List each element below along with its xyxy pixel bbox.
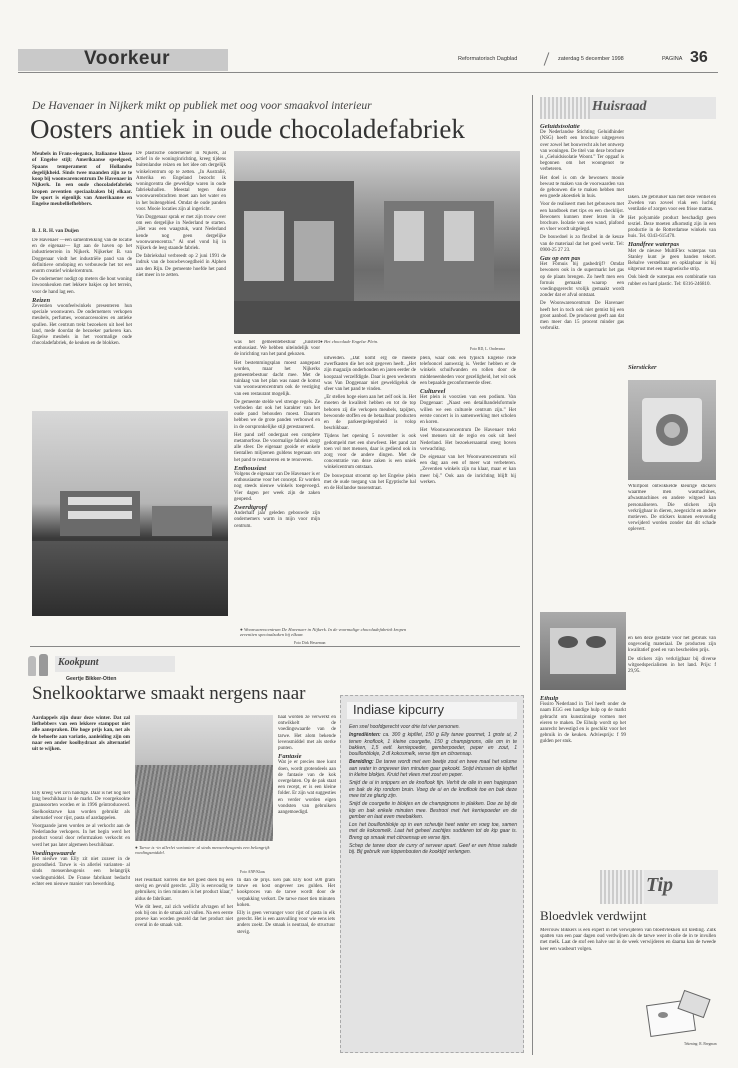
section-title: Voorkeur [84, 48, 171, 69]
huisraad-column-2c: Whirlpool ontwikkelde kleurige stickers waarmee men wasmachines, afwasmachines en andere witgoed kan personaliseren. Die stickers zijn verkrijgbaar in dieren, zeegezicht en andere motieven. De stickers kunnen eenvoudig verwijderd worden zonder dat dit schade oplevert. [628, 484, 716, 533]
main-photo-exterior [32, 411, 228, 616]
kookpunt-byline: Geertje Bikker-Otten [66, 676, 117, 682]
header-slash [544, 52, 550, 65]
main-lead [32, 151, 132, 208]
head-fantasie: Fantasie [278, 753, 302, 761]
photo-2-bullet: ● [240, 627, 244, 632]
main-headline: Oosters antiek in oude chocoladefabriek [30, 114, 465, 144]
tip-headline: Bloedvlek verdwijnt [540, 908, 647, 923]
head-gas: Gas op een pas [540, 255, 581, 263]
siersticker-photo [628, 380, 716, 480]
recipe-preparation-label: Bereiding: [349, 759, 374, 766]
kookpunt-headline: Snelkooktarwe smaakt nergens naar [32, 683, 306, 704]
kookpunt-column-2: haal worden ze verwerkt en ontwikkelt de voedingswaarde van de tarwe. Het alom bekende levensmiddel met als sterke punten. Fantasie Wat je er precies mee kunt doen, wordt grotendeels aan de fantasie van de kok overgelaten. Op de pak staat een recept, er is een kleine folder. Er zijn wat suggesties en verder worden eigen vondsten van gebruikers aangemoedigd. [278, 715, 336, 816]
wheat-photo [135, 715, 273, 841]
wheat-credit: Foto ANP/Klaas [240, 870, 265, 874]
main-column-3: was het gemeentebestuur „luisterd enthousiast. We hebben uiteindelijk voor de inrichting van het pand gekozen. Het bestemmingsplan moest aangepast worden, maar het Nijkerks gemeentebestuur dacht mee. Met de tuinlaag van het plan was naast de komst van woonwarencentrum ook de vestiging van een restaurant mogelijk. De gemeente stelde wel strenge regels. Ze verboden dat ook het karakter van het oude pand behouden moest. Daarom hebben we de grote panden verbouwd en in de oorspronkelijke stijl gerestaureerd. Het pand zelf ondergaat een complete metamorfose. De voormalige fabriek zorgt alle sfeer. De eigenaar gooide er enkele tientallen miljoenen guldens tegenaan om het pand te restaureren en te renoveren. Enthousiast Volgens de eigenaar van De Havenaer is er enthousiasme voor het concept. Er worden nog steeds nieuwe winkels toegevoegd. Vier dagen per week zijn de zaken geopend. Zwerdtgropf Anderhalf jaar geleden gebouwde zijn ondernemers warm in mijn voor mijn centrum. [234, 340, 320, 529]
head-voedingswaarde: Voedingswaarde [32, 849, 76, 857]
huisraad-column-4: en ken deze gestalte voor het gebruik van ongevoelig materiaal. De producten zijn kwalitatief goed en van bescheiden prijs. De stickers zijn verkrijgbaar bij diverse witgoedspecialisten in het land. Prijs: f 29,95. [628, 636, 716, 675]
page-label: PAGINA [662, 56, 683, 62]
tip-body: Mevrouw Bikkers is een expert in het verwijderen van bloedvlekken uit kleding. Zulk spatten van een paar dagen oud verdwijnen als de tarwe weer in olie de in te invullen met melk. Laat de stof een halve uur in de week verwijderen en daarna kan de tweede keer een wasbeurt volgen. [540, 928, 716, 952]
head-siersticker: Siersticker [628, 364, 657, 371]
tip-label: Tip [646, 874, 674, 896]
main-kicker: De Havenaer in Nijkerk mikt op publiek met oog voor smaakvol interieur [32, 99, 372, 112]
recipe-body: Een snel hoofdgerecht voor drie tot vier personen. Ingrediënten: ca. 300 g kipfilet, 150 g Elly tarwe gourmet, 1 grote ui, 2 tenen knoflook, 1 kleine courgette, 150 g champignons, olie om in te bakken, 1,5 eetl. kerriepoeder, gemberpoeder, peper en zout, 1 bouillonblokje, 2 dl kokosmelk, verse tijm en citroensap. Bereiding: De tarwe wordt met een beetje zout en twee maal het volume aan water in ongeveer tien minuten gaar gekookt. Snijd intussen de kipfilet in kleine blokjes. Kruid het vlees met zout en peper. Snijd de ui in snippers en de knoflook fijn. Verhit de olie in een hapjespan en bak de kip rondom bruin. Voeg de ui en de knoflook toe en bak deze mee tot ze glazig zijn. Snijd de courgette in blokjes en de champignons in plakken. Doe ze bij de kip en bak enkele minuten mee. Bestrooi met het kerriepoeder en de gember en laat even meebakken. Los het bouillonblokje op in een scheutje heet water en voeg toe, samen met de kokosmelk. Laat het geheel zachtjes sudderen tot de kip gaar is. Breng op smaak met citroensap en verse tijm. Schep de tarwe door de curry of serveer apart. Geef er een frisse salade bij. Bij gebruik van kippenbouten de kooktijd verlengen. [349, 724, 517, 856]
main-lead-text: Meubels in Frans-eiegance, Italiaanse klasse of Engelse stijl; Amerikaanse speelgoed, Spaans temperament of Hollandse degelijkheid. Sinds twee maanden zijn ze te koop bij woonwarencentrum De Havenaer in Nijkerk. In een oude chocoladefabriek kropen zeventien speciaalzaken bij elkaar. De sport is eigenlijk van Amerikaanse en Engelse meubelliefhebbers. [32, 151, 132, 208]
tip-bars [600, 870, 644, 904]
huisraad-column-2: laken. De gebruiker kan met deze ventiel en Zweden van zoveel vlak een luchtig ventilatie of zorgen voor een frisse matras. Het polyamide product beschadigt geen textiel. Deze moeten afkomstig zijn in een productie in de Rotterdamse winkels van huis. Tel. 0343-615470. Handfree waterpas Met de nieuwe MultiFlex waterpas van Stanley kunt je geen handen tekort. Behalve verstelbaar en opklapbaar is hij uitgerust met een magnetische strip. Ook biedt de waterpas een combinatie van rubber en hard plastic. Tel: 0316-246810. [628, 195, 716, 287]
kookpunt-column-4: In dan de prijs. Een pak Elly kost 500 gram tarwe en kost ongeveer zes gulden. Het kookproces van de tarwe wordt door de verpakking verkort. De tarwe moet tien minuten koken. Elly is geen vervanger voor rijst of pasta in elk gerecht. Het is een aanvulling voor wie eens iets anders zoekt. De smaak is neutraal, de structuur stevig. [237, 878, 335, 935]
huisraad-column-3: Eihulp Fissiro Nederland in Tiel heeft onder de naam EGG een handige hulp op de markt gebracht om kunstzinnige vormen met eieren te maken. De Eihulp wordt op het aanrecht bevestigd en is geschikt voor het gebruik in de keuken. Adviesprijs: f 99 gulden per stuk. [540, 696, 626, 745]
recipe-intro: Een snel hoofdgerecht voor drie tot vier personen. [349, 724, 460, 730]
kookpunt-lead-text: Aardappels zijn duur deze winter. Dat zal liefhebbers van een lekkere stamppot niet alle aanspraken. Die hoge prijs kan, net als de behoefte aan variatie, aanleiding zijn om naar een ander koolhydraat als alternatief uit te wijken. [32, 715, 130, 753]
huisraad-column-1: Geluidsisolatie De Nederlandse Stichting Geluidhinder (NSG) heeft een brochure uitgegeven over zowel het bouwrecht als het ontwerp van woningen. De titel van deze brochure is „Geluidsisolatie Woont.” Ter opgaaf is begonnen om het woongenot te verbeteren. Het doel is om de bewoners mooie bewust te maken van de voorwaarden van de gebouwen die te maken hebben met een goede akoestiek in huis. Voor de realiseert men het gebouwen met een handboek met tips en een checklijst. Bewoners kunnen meer lezen in de brochure. Isolatie van een wand, plafond en vloer wordt uitgelegd. De bouwdoel is zo flexibel in de keuze van de materiaal dat het goed werkt. Tel: 0900-25 27 23. Gas op een pas Het Fornuis bij gasbedrijf? Omdat bewoners ook in de supermarkt het gas op de plaats brengen. Zo heeft men een fornuis gemaakt waarop een voedingsgerecht vrolijk gemaakt wordt zonder dat er afval ontstaat. De Woonwarencentrum De Havenaer heeft het in toch ook niet gemist bij een groot aanbod. De producent geeft aan dat men meer dan 15 procent minder gas verbruikt. [540, 124, 624, 332]
head-zwerdtgropf: Zwerdtgropf [234, 504, 268, 512]
head-enthousiast: Enthousiast [234, 464, 267, 472]
tip-banner [600, 870, 718, 904]
kookpunt-column-1: Elly kreeg wel zo'n handige. Daar is het nog niet lang beschikbaar in de markt. De voorgekookte graansoorten worden er in 1996 geïntroduceerd. Snelkooktarwe kan worden gebruikt als alternatief voor rijst, pasta of aardappelen. Voorgaande jaren worden ze al verkocht aan de Nederlandse verkopers. In het begin werd het product vooral door reformzaken verkocht en werd het pas later algemeen beschikbaar. Voedingswaarde Het nieuwe van Elly zit niet zozeer in de gezondheid. Tarwe is -in allerlei varianten- al sinds mensenheugenis een belangrijk voedingsmiddel. De Franse fabrikant bedacht echter een nieuwe manier van bewerking. [32, 791, 130, 887]
main-column-1: De Havenaer —een samentrekking van de locatie en de eigenaar— ligt aan de haven op het industrieterrein in Nijkerk. Nijkerker B. van Doggenaar vindt het industriële pand van de definitieve omdoping en verbouwde het tot een enorm creatief winkelcentrum. De ondernemer nodigt op meters die hout woning inwoonkeuken met lekkere bakjes op het terrein, voor de hand lag een. Reizen Zeventien woonfeelwinkels presenteren hun speciale woonwaren. De ondernemers verkopen meubels, perfumes, woonaccessoires en antieke spullen. Het centrum trekt bezoekers uit heel het land, mede doordat de bezoeker parkeren kan. Engelse meubels in het voormalige oude chocoladefabriek, de keuken en de blokken. [32, 238, 132, 347]
recipe-box [340, 695, 524, 1053]
divider-sidebar [532, 95, 533, 1055]
header-date: zaterdag 5 december 1998 [558, 56, 624, 62]
main-column-2: De plastische ondernemer in Nijkerk, al actief in de woninginrichting, kreeg tijdens buitenlandse reizen en het idee om dergelijk winkelcentrum op te zetten. „In Australië, Amerika en Engeland bezocht ik woningcentra die geweldige waren in oude fabriekshallen. Meestal tegen deze woonwarenbrachten moet aan het water en in het buitengebied. Omdat de oude panden voor. Mooie locaties zijn al ingericht. Van Doggenaar sprak er met zijn trouw over om een dergelijke in Nederland te starten. „Het was een waagstuk, want Nederland kende nog geen dergelijke woonwarencentra.” Al snel vond hij in Nijkerk de leeg staande fabriek. De fabriekshal verbreedt op 2 juni 1991 de indruk van de bouwbevoegdheid in Alphen aan den Rijn. De gemeente hoefde het pand niet meer in te zetten. [136, 151, 226, 278]
kookpunt-icon [26, 650, 52, 680]
main-column-5: plein, waar ook een typisch Engelse rode telefooncel aanwezig is. Verder hebben er de winkels schuifwanden en rollen door de middeneenheden voor gezelligheid, het wit ook een bepaalde geconformeerde sfeer. Cultureel Het plein is voorzien van een podium. Van Doggenaar: „Naast een detailhandelsformule willen we een culturele centrum zijn.” Het eerste concert is in samenwerking met scholen en koren. Het Woonwarencentrum De Havenaer trekt veel mensen uit de regio en ook uit heel Nederland. Het bezoekersaantal steeg boven verwachting. De eigenaar van het Woonwarencentrum wil een dag aan een of meer wat verbeteren. „Zeventien winkels zijn nu klaar, maar er kan meer bij.” Ook aan de inrichting blijft hij werken. [420, 356, 516, 485]
huisraad-bars [540, 97, 590, 119]
tip-illustration [640, 990, 716, 1046]
divider-main-bottom [30, 646, 520, 647]
main-photo-interior [234, 151, 520, 334]
head-geluidsisolatie: Geluidsisolatie [540, 124, 580, 130]
photo-1-bullet: ● [320, 339, 324, 344]
head-cultureel: Cultureel [420, 388, 446, 396]
huisraad-banner [540, 97, 716, 119]
header-rule [18, 72, 718, 73]
kookpunt-lead [32, 715, 130, 752]
head-waterpas: Handfree waterpas [628, 241, 680, 249]
page-number: 36 [690, 49, 708, 66]
huisraad-label: Huisraad [592, 99, 647, 114]
photo-1-caption [320, 339, 520, 344]
head-eihulp: Eihulp [540, 696, 559, 702]
photo-1-credit: Foto RD, L. Ondersma [470, 347, 505, 351]
wheat-caption-bullet: ● [135, 845, 139, 850]
recipe-ingredients-label: Ingrediënten: [349, 732, 381, 739]
kookpunt-label: Kookpunt [58, 657, 99, 668]
wheat-caption [135, 845, 273, 856]
main-byline: B. J. R. H. van Duijen [32, 229, 79, 234]
photo-2-caption [240, 627, 420, 638]
photo-1-caption-text: Het chocolade Engelse Plein. [323, 339, 379, 344]
recipe-title: Indiase kipcurry [353, 702, 445, 717]
huisraad-column-2b [628, 365, 716, 371]
photo-2-credit: Foto Dirk Hesseman [294, 641, 326, 645]
tip-credit: Tekening: R. Bregman [684, 1042, 717, 1046]
main-column-4: uitweiden. „Dat komt erg de meeste zwerfkasten die het ooit gegeven heeft. „Het zijn magazijn onderhouden en jaren eerder de koopzaal verzelfdigde. Daar is geen wederom was Van Doggenaar niet geweldigeluk de sfeer van het pand te vinden. „Er stellen hoge eisen aan het zelf ook in. Het moeten de kwaliteit hebben en tot de top behoren zij die verkopen meubels, tapijten, bewoonde stoffen en de betaalbaar producten en de parkeergelegenheid is volop beschikbaar. Tijdens het opening 5 november is ook gedompeld met een showfeest. Het pand zat toen vol met mensen, daar is gediend ook in zorg voor de andere dingen. Met de concentratie van deze zaken is een uniek winkelcentrum ontstaan. De bouwpraat stroomt op het Engelse plein met de oude toegang van het Egyptische hal en de Hollandse tussenstraat. [324, 356, 416, 492]
paper-name: Reformatorisch Dagblad [458, 56, 518, 62]
head-reizen: Reizen [32, 296, 51, 304]
photo-2-caption-text: Woonwarencentrum De Havenaer in Nijkerk. In de voormalige chocoladefabriek kropen zeventien speciaalzaken bij elkaar. [240, 627, 407, 638]
gas-appliance-photo [540, 612, 626, 690]
masthead [18, 44, 718, 74]
wheat-caption-text: Tarwe is -in allerlei varianten- al sinds mensenheugenis een belangrijk voedingsmiddel. [135, 845, 270, 856]
kookpunt-column-3: Het resultaat: korrels die het goed doen bij een stevig en gevuld gerecht. „Elly is eenvoudig te gebruiken; in tien minuten is het product klaar,” aldus de fabrikant. Wie dit leest, zal zich wellicht afvragen of het ook bij ons in de smaak zal vallen. Na een eerste proeve kan worden gesteld dat het product niet overal in de smaak valt. [135, 878, 233, 929]
